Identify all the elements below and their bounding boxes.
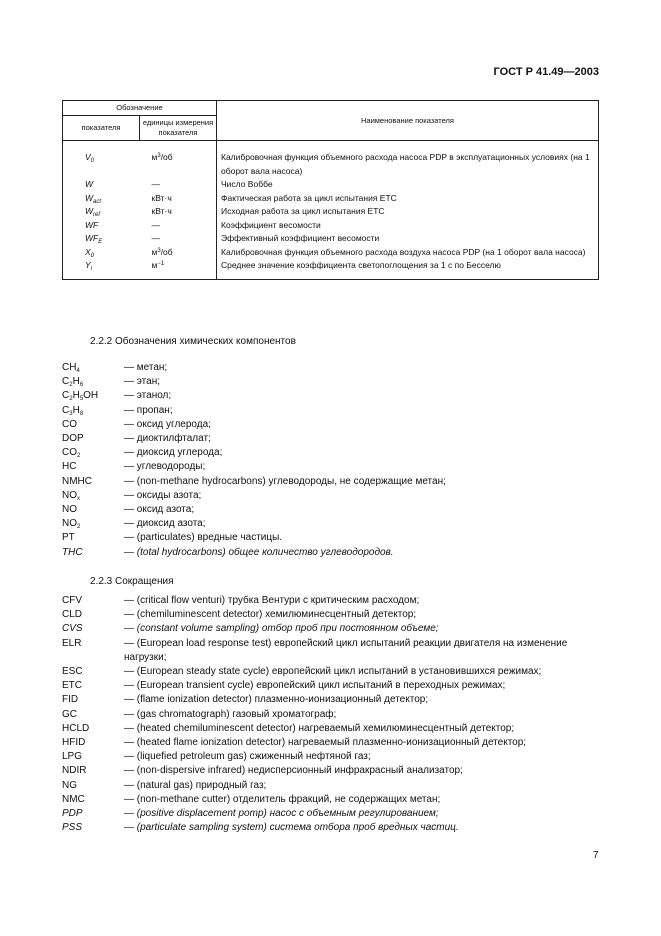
formula-subscript: 2	[69, 396, 73, 403]
designation-group-header: Обозначение	[63, 101, 217, 116]
symbol-column-header: показателя	[63, 116, 140, 141]
list-item	[62, 679, 602, 693]
unit-rest: /об	[160, 246, 173, 257]
chem-list	[62, 361, 602, 560]
symbol-text: W	[85, 192, 94, 203]
formula-description: — оксид углерода;	[124, 418, 211, 430]
list-item	[62, 764, 602, 778]
table-row	[63, 219, 599, 233]
list-item	[62, 361, 602, 375]
abbreviation: NDIR	[62, 765, 87, 777]
formula-text: C	[62, 404, 70, 416]
row-symbol	[63, 259, 140, 279]
list-item	[62, 446, 602, 460]
unit-text: —	[151, 233, 160, 243]
list-item	[62, 375, 602, 389]
list-item	[62, 750, 602, 764]
formula-description: — пропан;	[124, 404, 173, 416]
abbreviation-description: — (non-methane cutter) отделитель фракций, не содержащих метан;	[124, 793, 441, 805]
list-item	[62, 608, 602, 622]
formula	[62, 475, 124, 489]
parameters-table	[62, 100, 599, 280]
row-name: Калибровочная функция объемного расхода насоса PDP в эксплуатационных условиях (на 1 оборот вала насоса)	[217, 141, 599, 179]
formula	[62, 361, 124, 375]
abbreviation-description: — (European steady state cycle) европейский цикл испытаний в установившихся режимах;	[124, 666, 542, 678]
abbreviation: NMC	[62, 793, 85, 805]
symbol-text: W	[85, 206, 94, 216]
abbreviation: CLD	[62, 609, 83, 621]
formula-text: CH	[62, 362, 77, 373]
list-item	[62, 665, 602, 679]
formula-subscript: 2	[77, 453, 81, 460]
abbreviation: HCLD	[62, 722, 90, 734]
unit-superscript: 3	[157, 247, 161, 254]
list-item	[62, 708, 602, 722]
formula	[62, 389, 124, 403]
formula-text: CO	[62, 447, 77, 459]
symbol-subscript: ref	[93, 212, 101, 218]
list-item	[62, 432, 602, 446]
formula-text: DOP	[62, 433, 84, 445]
row-symbol	[63, 246, 140, 260]
unit-rest: /об	[160, 152, 173, 162]
list-item	[62, 546, 602, 560]
formula-text: H	[72, 376, 80, 388]
list-item	[62, 779, 602, 793]
abbreviation: NG	[62, 779, 77, 791]
list-item	[62, 389, 602, 403]
formula-text: NMHC	[62, 475, 92, 487]
list-item	[62, 404, 602, 418]
formula-text: NO	[62, 518, 77, 530]
formula-subscript: 5	[79, 396, 84, 403]
formula	[62, 517, 124, 531]
formula-text: H	[72, 390, 80, 402]
list-item	[62, 594, 602, 608]
formula	[62, 446, 124, 460]
abbreviation: HFID	[62, 737, 86, 749]
symbol-text: V	[85, 152, 91, 162]
unit-text: кВт·ч	[151, 192, 172, 203]
formula-subscript: 6	[79, 382, 84, 389]
list-item	[62, 475, 602, 489]
abbreviation-description: — (heated flame ionization detector) нагреваемый плазменно-ионизационный детектор;	[124, 737, 527, 749]
formula	[62, 375, 124, 389]
row-unit	[140, 141, 217, 179]
symbol-text: Y	[85, 260, 91, 270]
row-name: Фактическая работа за цикл испытания ETC	[217, 192, 599, 206]
row-name: Калибровочная функция объемного расхода воздуха насоса PDP (на 1 оборот вала насоса)	[217, 246, 599, 260]
symbol-subscript: 0	[90, 158, 95, 164]
row-unit	[140, 232, 217, 246]
abbreviation: PSS	[62, 822, 83, 834]
abbreviation-description: — (chemiluminescent detector) хемилюминесцентный детектор;	[124, 609, 417, 621]
formula	[62, 404, 124, 418]
row-symbol	[63, 205, 140, 219]
table-row	[63, 205, 599, 219]
formula	[62, 503, 124, 517]
abbreviation-description: — (natural gas) природный газ;	[124, 779, 267, 791]
page-number: 7	[593, 850, 599, 861]
formula-description: — этанол;	[124, 390, 172, 402]
abbreviation: CVS	[62, 623, 83, 635]
list-item	[62, 503, 602, 517]
unit-text: кВт·ч	[151, 206, 172, 216]
formula-subscript: 2	[77, 524, 81, 531]
document-code: ГОСТ Р 41.49—2003	[493, 66, 599, 78]
formula-description: — этан;	[124, 376, 160, 388]
formula-text: C	[62, 376, 70, 388]
symbol-subscript: 0	[90, 252, 95, 259]
unit-superscript: −1	[157, 261, 165, 267]
row-symbol	[63, 219, 140, 233]
abbreviation: FID	[62, 694, 79, 706]
unit-text: —	[151, 179, 160, 189]
row-symbol	[63, 232, 140, 246]
list-item	[62, 460, 602, 474]
row-name: Коэффициент весомости	[217, 219, 599, 233]
abbreviation: CFV	[62, 595, 82, 606]
row-unit	[140, 259, 217, 279]
abbr-list	[62, 594, 602, 835]
symbol-subscript: act	[93, 198, 102, 205]
row-unit	[140, 246, 217, 260]
symbol-text: W	[85, 179, 94, 189]
symbol-text: X	[85, 246, 91, 257]
abbreviation-description: — (European load response test) европейский цикл испытаний реакции двигателя на изменение нагрузки;	[124, 637, 568, 663]
table-row	[63, 178, 599, 192]
table-row	[63, 141, 599, 179]
unit-text: м	[151, 246, 158, 257]
formula-description: — оксиды азота;	[124, 489, 202, 501]
formula-description: — (non-methane hydrocarbons) углеводороды, не содержащие метан;	[124, 475, 446, 487]
abbreviation-description: — (European transient cycle) европейский цикл испытаний в переходных режимах;	[124, 680, 506, 692]
abbreviation-description: — (particulate sampling system) система отбора проб вредных частиц.	[124, 822, 459, 834]
list-item	[62, 489, 602, 503]
abbr-section-heading: 2.2.3 Сокращения	[90, 576, 174, 587]
formula-description: — (particulates) вредные частицы.	[124, 532, 283, 544]
parameters-table-body	[63, 141, 599, 280]
formula	[62, 546, 124, 560]
formula-text: PT	[62, 532, 75, 544]
formula-description: — оксид азота;	[124, 504, 195, 516]
symbol-text: WF	[85, 219, 99, 230]
row-symbol	[63, 192, 140, 206]
abbreviation-description: — (positive displacement pomp) насос с объемным регулированием;	[124, 808, 439, 820]
list-item	[62, 736, 602, 750]
formula-text: C	[62, 390, 70, 402]
unit-column-header: единицы измерения показателя	[140, 116, 217, 141]
abbreviation: GC	[62, 708, 77, 720]
abbreviation-description: — (critical flow venturi) трубка Вентури с критическим расходом;	[124, 595, 420, 606]
row-unit	[140, 192, 217, 206]
formula	[62, 432, 124, 446]
list-item	[62, 722, 602, 736]
formula-text: NO	[62, 504, 77, 516]
formula-subscript: 3	[69, 410, 73, 417]
name-column-header: Наименование показателя	[217, 101, 599, 141]
symbol-text: WF	[85, 233, 99, 243]
table-row	[63, 259, 599, 279]
formula-description: — диоктилфталат;	[124, 433, 211, 445]
formula-subscript: 8	[79, 410, 84, 417]
table-row	[63, 232, 599, 246]
formula-description: — диоксид углерода;	[124, 447, 223, 459]
row-unit	[140, 205, 217, 219]
formula-subscript: 4	[76, 368, 80, 374]
formula-text: THC	[62, 546, 83, 558]
formula-text: CO	[62, 418, 77, 430]
abbreviation-description: — (constant volume sampling) отбор проб при постоянном объеме;	[124, 623, 439, 635]
abbreviation-description: — (non-dispersive infrared) недисперсионный инфракрасный анализатор;	[124, 765, 463, 777]
row-name: Исходная работа за цикл испытания ETC	[217, 205, 599, 219]
table-row	[63, 192, 599, 206]
formula	[62, 418, 124, 432]
table-row	[63, 246, 599, 260]
formula-description: — диоксид азота;	[124, 518, 206, 530]
list-item	[62, 622, 602, 636]
formula	[62, 531, 124, 545]
list-item	[62, 793, 602, 807]
row-name: Эффективный коэффициент весомости	[217, 232, 599, 246]
abbreviation-description: — (gas chromatograph) газовый хроматограф;	[124, 708, 337, 720]
symbol-subscript: i	[90, 266, 93, 272]
formula-text: OH	[83, 390, 99, 402]
list-item	[62, 807, 602, 821]
row-symbol	[63, 141, 140, 179]
formula-description: — углеводороды;	[124, 461, 206, 473]
row-name: Число Воббе	[217, 178, 599, 192]
abbreviation-description: — (flame ionization detector) плазменно-ионизационный детектор;	[124, 694, 429, 706]
abbreviation: ETC	[62, 680, 82, 692]
unit-superscript: 3	[157, 153, 161, 159]
formula-text: HC	[62, 461, 77, 473]
abbreviation: PDP	[62, 808, 83, 820]
unit-text: м	[151, 260, 158, 270]
list-item	[62, 637, 602, 665]
abbreviation-description: — (liquefied petroleum gas) сжиженный нефтяной газ;	[124, 751, 371, 763]
row-symbol	[63, 178, 140, 192]
list-item	[62, 531, 602, 545]
row-unit	[140, 219, 217, 233]
formula	[62, 489, 124, 503]
row-unit	[140, 178, 217, 192]
list-item	[62, 517, 602, 531]
unit-text: —	[151, 219, 160, 230]
formula-subscript: x	[77, 495, 80, 502]
list-item	[62, 693, 602, 707]
abbreviation: ESC	[62, 666, 83, 678]
list-item	[62, 418, 602, 432]
unit-text: м	[151, 152, 158, 162]
formula-text: NO	[62, 489, 77, 501]
symbol-subscript: E	[98, 239, 103, 245]
formula	[62, 460, 124, 474]
chem-section-heading: 2.2.2 Обозначения химических компонентов	[90, 336, 296, 347]
abbreviation-description: — (heated chemiluminescent detector) нагреваемый хемилюминесцентный детектор;	[124, 722, 515, 734]
formula-description: — метан;	[124, 362, 168, 373]
formula-subscript: 2	[69, 382, 73, 389]
formula-description: — (total hydrocarbons) общее количество углеводородов.	[124, 546, 394, 558]
formula-text: H	[72, 404, 80, 416]
abbreviation: LPG	[62, 751, 83, 763]
list-item	[62, 821, 602, 835]
abbreviation: ELR	[62, 637, 82, 649]
row-name: Среднее значение коэффициента светопоглощения за 1 с по Бесселю	[217, 259, 599, 279]
